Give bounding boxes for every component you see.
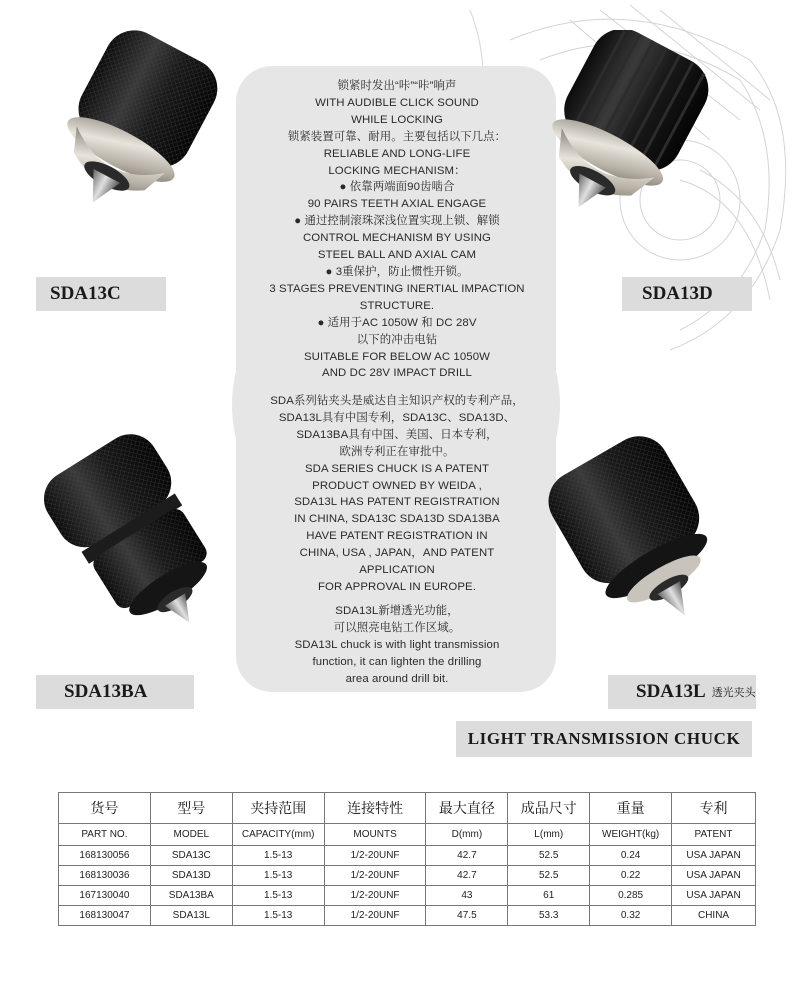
patent-line: IN CHINA, SDA13C SDA13D SDA13BA bbox=[294, 513, 500, 526]
table-cell: 1/2-20UNF bbox=[324, 886, 426, 906]
table-cell: 0.22 bbox=[590, 866, 672, 886]
sda13l-chuck-image bbox=[535, 430, 770, 640]
header-cell: 重量 bbox=[590, 793, 672, 824]
feature-line: ● 适用于AC 1050W 和 DC 28V bbox=[317, 316, 477, 329]
table-cell: 1.5-13 bbox=[232, 886, 324, 906]
table-cell: 52.5 bbox=[508, 866, 590, 886]
table-cell: SDA13L bbox=[150, 906, 232, 926]
patent-line: PRODUCT OWNED BY WEIDA , bbox=[312, 479, 482, 492]
table-row bbox=[59, 866, 756, 886]
patent-line: APPLICATION bbox=[359, 564, 435, 577]
table-cell: 1.5-13 bbox=[232, 846, 324, 866]
sda13c-label bbox=[36, 277, 166, 311]
table-cell: USA JAPAN bbox=[672, 866, 756, 886]
feature-line: STEEL BALL AND AXIAL CAM bbox=[317, 249, 477, 262]
header-cell: 连接特性 bbox=[324, 793, 426, 824]
table-cell: CHINA bbox=[672, 906, 756, 926]
feature-line: SUITABLE FOR BELOW AC 1050W bbox=[303, 350, 491, 363]
table-cell: 42.7 bbox=[426, 866, 508, 886]
features-text bbox=[262, 78, 532, 382]
table-cell: 0.24 bbox=[590, 846, 672, 866]
light-line: area around drill bit. bbox=[345, 672, 449, 685]
header-cell: 成品尺寸 bbox=[508, 793, 590, 824]
table-cell: USA JAPAN bbox=[672, 886, 756, 906]
table-cell: 167130040 bbox=[59, 886, 151, 906]
light-line: SDA13L chuck is with light transmission bbox=[294, 638, 500, 651]
light-line: 可以照亮电钻工作区域。 bbox=[333, 621, 461, 634]
feature-line: AND DC 28V IMPACT DRILL bbox=[322, 367, 472, 380]
patent-line: SDA13BA具有中国、美国、日本专利， bbox=[296, 428, 498, 441]
patent-text bbox=[262, 393, 532, 596]
table-cell: 42.7 bbox=[426, 846, 508, 866]
table-row bbox=[59, 906, 756, 926]
table-cell: 53.3 bbox=[508, 906, 590, 926]
sda13d-chuck-image bbox=[525, 30, 760, 230]
table-cell: 1/2-20UNF bbox=[324, 846, 426, 866]
light-line: function, it can lighten the drilling bbox=[312, 655, 482, 668]
patent-line: HAVE PATENT REGISTRATION IN bbox=[306, 530, 488, 543]
sda13l-label bbox=[608, 675, 756, 709]
sda13l-label-text: SDA13L bbox=[636, 681, 706, 702]
feature-line: 锁紧时发出“咔”“咔”响声 bbox=[337, 80, 457, 92]
table-cell: 0.285 bbox=[590, 886, 672, 906]
table-cell: 52.5 bbox=[508, 846, 590, 866]
patent-line: SDA系列钻夹头是威达自主知识产权的专利产品， bbox=[270, 395, 524, 407]
sda13l-label-note: 透光夹头 bbox=[711, 687, 756, 699]
table-row bbox=[59, 886, 756, 906]
feature-line: 3 STAGES PREVENTING INERTIAL IMPACTION bbox=[269, 282, 525, 295]
patent-line: CHINA, USA , JAPAN，AND PATENT bbox=[299, 547, 495, 560]
feature-line: STRUCTURE. bbox=[359, 299, 435, 312]
table-cell: 61 bbox=[508, 886, 590, 906]
light-transmission-chuck-title bbox=[456, 721, 752, 757]
table-cell: 43 bbox=[426, 886, 508, 906]
table-cell: SDA13BA bbox=[150, 886, 232, 906]
spec-table bbox=[58, 792, 756, 926]
table-header-row-zh bbox=[59, 793, 756, 824]
sda13ba-label-text: SDA13BA bbox=[64, 681, 148, 702]
section-title-text: LIGHT TRANSMISSION CHUCK bbox=[467, 729, 741, 748]
table-cell: SDA13D bbox=[150, 866, 232, 886]
table-cell: 47.5 bbox=[426, 906, 508, 926]
table-cell: 0.32 bbox=[590, 906, 672, 926]
header-cell: 型号 bbox=[150, 793, 232, 824]
header-cell: 夹持范围 bbox=[232, 793, 324, 824]
table-row bbox=[59, 846, 756, 866]
feature-line: 以下的冲击电钻 bbox=[356, 333, 438, 346]
table-cell: 168130036 bbox=[59, 866, 151, 886]
patent-line: SDA13L具有中国专利，SDA13C、SDA13D、 bbox=[278, 411, 516, 424]
feature-line: ● 依靠两端面90齿啮合 bbox=[339, 181, 455, 194]
table-cell: 168130056 bbox=[59, 846, 151, 866]
sda13ba-chuck-image bbox=[35, 425, 265, 640]
feature-line: WHILE LOCKING bbox=[351, 113, 443, 126]
feature-line: LOCKING MECHANISM： bbox=[328, 164, 466, 177]
header-cell: L(mm) bbox=[508, 824, 590, 846]
feature-line: ● 通过控制滚珠深浅位置实现上锁、解锁 bbox=[294, 215, 500, 228]
light-line: SDA13L新增透光功能， bbox=[335, 605, 459, 617]
feature-line: 90 PAIRS TEETH AXIAL ENGAGE bbox=[307, 198, 487, 211]
header-cell: D(mm) bbox=[426, 824, 508, 846]
feature-line: WITH AUDIBLE CLICK SOUND bbox=[315, 96, 479, 109]
sda13d-label-text: SDA13D bbox=[642, 283, 713, 304]
header-cell: CAPACITY(mm) bbox=[232, 824, 324, 846]
header-cell: MOUNTS bbox=[324, 824, 426, 846]
table-cell: 1/2-20UNF bbox=[324, 906, 426, 926]
table-cell: 1/2-20UNF bbox=[324, 866, 426, 886]
table-header-row-en bbox=[59, 824, 756, 846]
feature-line: CONTROL MECHANISM BY USING bbox=[302, 232, 492, 245]
patent-line: 欧洲专利正在审批中。 bbox=[339, 445, 455, 458]
table-cell: 168130047 bbox=[59, 906, 151, 926]
table-cell: SDA13C bbox=[150, 846, 232, 866]
sda13c-chuck-image bbox=[45, 28, 270, 228]
feature-line: ● 3重保护，防止惯性开锁。 bbox=[325, 265, 469, 278]
header-cell: MODEL bbox=[150, 824, 232, 846]
patent-line: FOR APPROVAL IN EUROPE. bbox=[317, 580, 476, 593]
header-cell: PATENT bbox=[672, 824, 756, 846]
table-cell: USA JAPAN bbox=[672, 846, 756, 866]
header-cell: 最大直径 bbox=[426, 793, 508, 824]
patent-line: SDA SERIES CHUCK IS A PATENT bbox=[304, 462, 490, 475]
header-cell: 专利 bbox=[672, 793, 756, 824]
header-cell: PART NO. bbox=[59, 824, 151, 846]
sda13ba-label bbox=[36, 675, 194, 709]
table-cell: 1.5-13 bbox=[232, 906, 324, 926]
header-cell: WEIGHT(kg) bbox=[590, 824, 672, 846]
feature-line: 锁紧装置可靠、耐用。主要包括以下几点： bbox=[287, 130, 507, 143]
header-cell: 货号 bbox=[59, 793, 151, 824]
sda13c-label-text: SDA13C bbox=[50, 283, 121, 304]
table-cell: 1.5-13 bbox=[232, 866, 324, 886]
patent-line: SDA13L HAS PATENT REGISTRATION bbox=[294, 496, 500, 509]
feature-line: RELIABLE AND LONG-LIFE bbox=[323, 147, 471, 160]
sda13d-label bbox=[622, 277, 752, 311]
light-function-text bbox=[262, 603, 532, 688]
